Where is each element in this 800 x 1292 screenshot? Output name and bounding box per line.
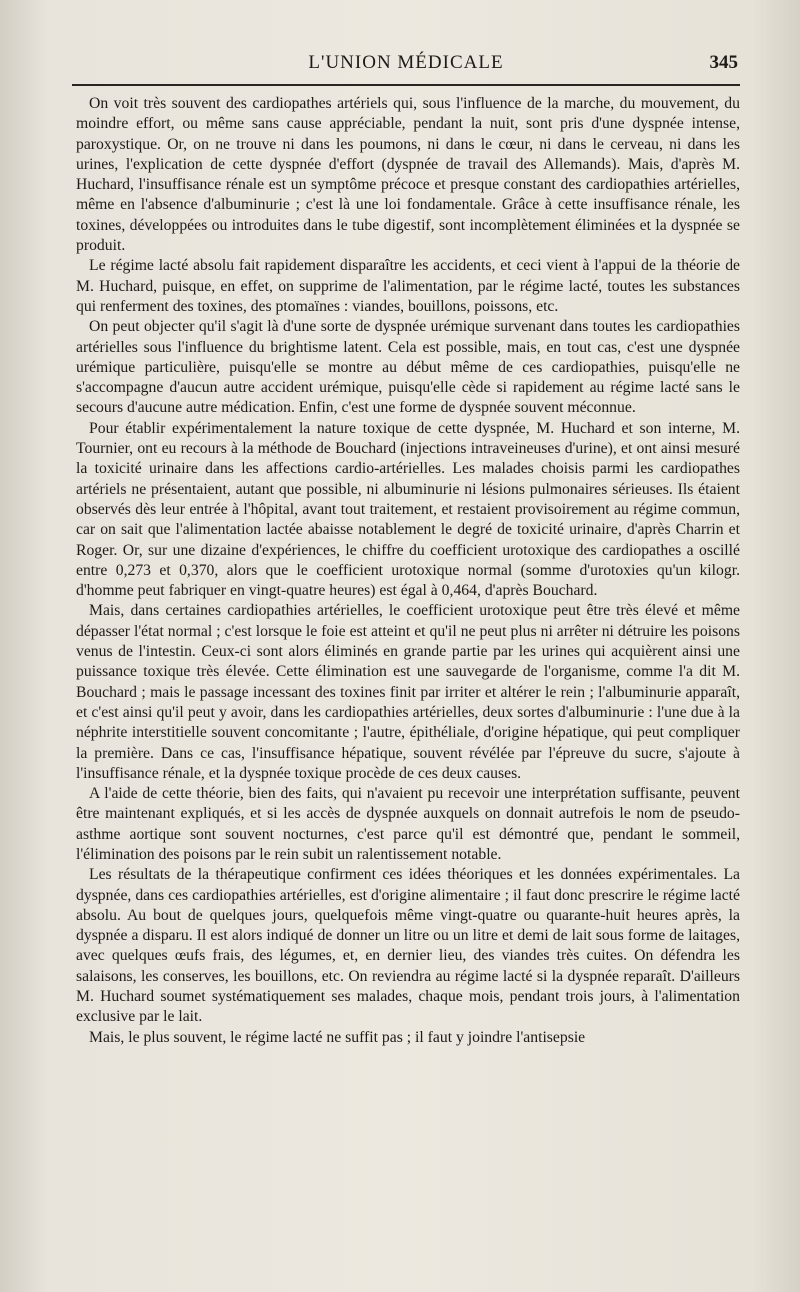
- paragraph: On peut objecter qu'il s'agit là d'une sorte de dyspnée urémique survenant dans toutes les cardiopathies artérielles sous l'influence du brightisme latent. Cela est possible, mais, en tout cas, c'est une dyspnée urémique particulière, puisqu'elle se montre au début même de ces cardiopathies, puisqu'elle ne s'accompagne d'aucun autre accident urémique, puisqu'elle cède si rapidement au régime lacté sans le secours d'aucune autre médication. Enfin, c'est une forme de dyspnée souvent méconnue.: [76, 318, 740, 417]
- paragraph: Les résultats de la thérapeutique confirment ces idées théoriques et les données expérimentales. La dyspnée, dans ces cardiopathies artérielles, est d'origine alimentaire ; il faut donc prescrire le régime lacté absolu. Au bout de quelques jours, quelquefois même vingt-quatre ou quarante-huit heures après, la dyspnée a disparu. Il est alors indiqué de donner un litre ou un litre et demi de lait sous forme de laitages, avec quelques œufs frais, des légumes, et, en dernier lieu, des viandes très cuites. On défendra les salaisons, les conserves, les bouillons, etc. On reviendra au régime lacté si la dyspnée reparaît. D'ailleurs M. Huchard soumet systématiquement ses malades, chaque mois, pendant trois jours, à l'alimentation exclusive par le lait.: [76, 866, 740, 1026]
- page-number: 345: [709, 52, 738, 73]
- article-body: [76, 94, 740, 1048]
- paragraph: A l'aide de cette théorie, bien des faits, qui n'avaient pu recevoir une interprétation suffisante, peuvent être maintenant expliqués, et si les accès de dyspnée auxquels on donnait autrefois le nom de pseudo-asthme aortique sont souvent nocturnes, c'est parce qu'il est démontré que, pendant le sommeil, l'élimination des poisons par le rein subit un ralentissement notable.: [76, 785, 740, 863]
- paragraph: Le régime lacté absolu fait rapidement disparaître les accidents, et ceci vient à l'appui de la théorie de M. Huchard, puisque, en effet, on supprime de l'alimentation, par le régime lacté, toutes les substances qui renferment des toxines, des ptomaïnes : viandes, bouillons, poissons, etc.: [76, 257, 740, 315]
- page-header: [72, 50, 740, 84]
- running-title: L'UNION MÉDICALE: [308, 52, 504, 73]
- paragraph: Mais, dans certaines cardiopathies artérielles, le coefficient urotoxique peut être très élevé et même dépasser l'état normal ; c'est lorsque le foie est atteint et qu'il ne peut plus ni arrêter ni détruire les poisons venus de l'intestin. Ceux-ci sont alors éliminés en grande partie par les urines qui acquièrent ainsi une puissance toxique très élevée. Cette élimination est une sauvegarde de l'organisme, comme l'a dit M. Bouchard ; mais le passage incessant des toxines finit par irriter et altérer le rein ; l'albuminurie apparaît, et c'est ainsi qu'il peut y avoir, dans les cardiopathies artérielles, deux sortes d'albuminurie : l'une due à la néphrite interstitielle souvent concomitante ; l'autre, épithéliale, d'origine hépatique, qui peut compliquer la première. Dans ce cas, l'insuffisance hépatique, souvent révélée par l'épreuve du sucre, s'ajoute à l'insuffisance rénale, et la dyspnée toxique procède de ces deux causes.: [76, 602, 740, 782]
- paragraph: On voit très souvent des cardiopathes artériels qui, sous l'influence de la marche, du mouvement, du moindre effort, ou même sans cause appréciable, pendant la nuit, sont pris d'une dyspnée intense, paroxystique. Or, on ne trouve ni dans les poumons, ni dans le cœur, ni dans le cerveau, ni dans les urines, l'explication de cette dyspnée d'effort (dyspnée de travail des Allemands). Mais, d'après M. Huchard, l'insuffisance rénale est un symptôme précoce et presque constant des cardiopathies artérielles, même en l'absence d'albuminurie ; c'est là une loi fondamentale. Grâce à cette insuffisance rénale, les toxines, développées ou introduites dans le tube digestif, sont incomplètement éliminées et la dyspnée se produit.: [76, 95, 740, 255]
- header-rule: [72, 84, 740, 86]
- paragraph: Mais, le plus souvent, le régime lacté ne suffit pas ; il faut y joindre l'antisepsie: [89, 1028, 586, 1046]
- paragraph: Pour établir expérimentalement la nature toxique de cette dyspnée, M. Huchard et son interne, M. Tournier, ont eu recours à la méthode de Bouchard (injections intraveineuses d'urine), et ont ainsi mesuré la toxicité urinaire dans les affections cardio-artérielles. Les malades choisis parmi les cardiopathes artériels ne présentaient, autant que possible, ni albuminurie ni lésions pulmonaires sérieuses. Ils étaient observés dès leur entrée à l'hôpital, avant tout traitement, et restaient provisoirement au régime commun, car on sait que l'alimentation lactée abaisse notablement le degré de toxicité urinaire, d'après Charrin et Roger. Or, sur une dizaine d'expériences, le chiffre du coefficient urotoxique des cardiopathes a oscillé entre 0,273 et 0,370, alors que le coefficient urotoxique normal (somme d'urotoxies qu'un kilogr. d'homme peut fabriquer en vingt-quatre heures) est égal à 0,464, d'après Bouchard.: [76, 419, 740, 600]
